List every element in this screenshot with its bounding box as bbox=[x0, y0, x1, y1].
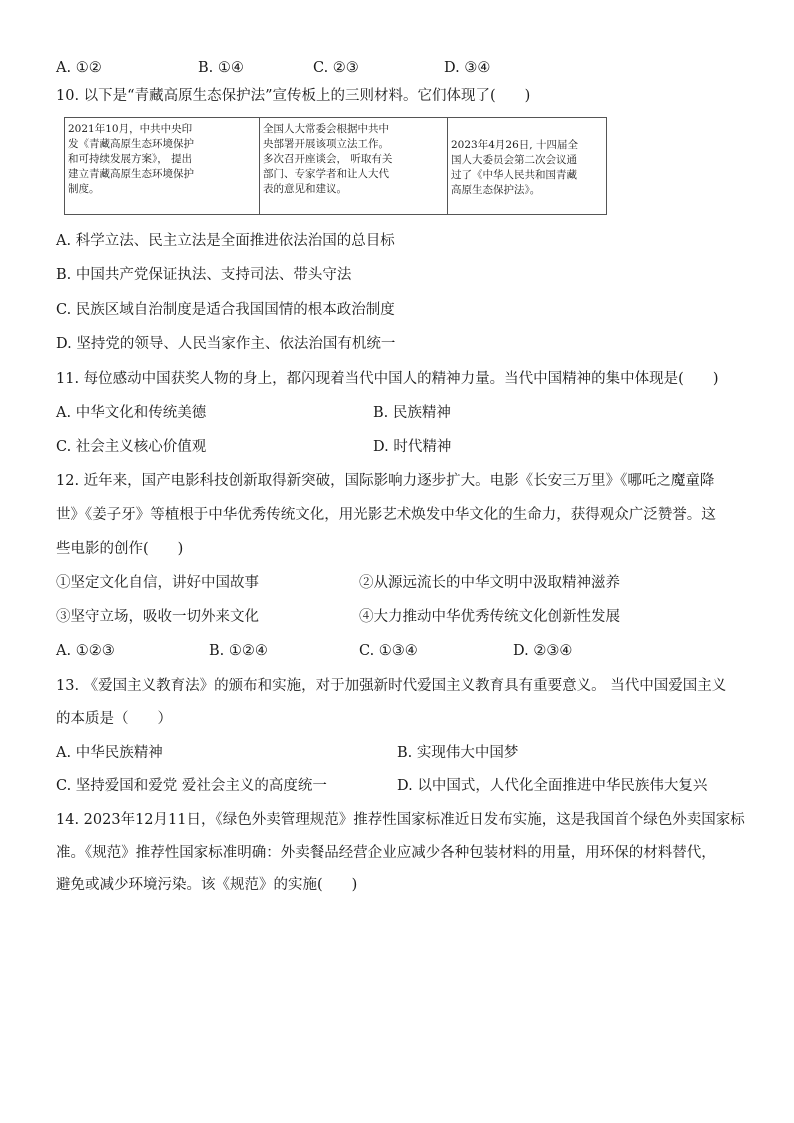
q13-stem-line-2: 的本质是（ ） bbox=[56, 711, 172, 727]
q13-option-c: C. 坚持爱国和爱党 爱社会主义的高度统一 bbox=[56, 778, 327, 794]
q10-materials-table bbox=[64, 117, 607, 215]
q9-option-c: C. ②③ bbox=[313, 60, 359, 76]
q13-option-a: A. 中华民族精神 bbox=[56, 745, 163, 761]
q10-material-3-line: 国人大委员会第二次会议通 bbox=[451, 154, 577, 166]
q9-option-a: A. ①② bbox=[56, 60, 102, 76]
q10-material-3-line: 过了《中华人民共和国青藏 bbox=[451, 169, 577, 181]
q12-stem-line-3: 些电影的创作( ) bbox=[56, 541, 184, 557]
q12-statement-4: ④大力推动中华优秀传统文化创新性发展 bbox=[359, 609, 620, 625]
q10-material-3-line: 2023年4月26日, 十四届全 bbox=[451, 139, 578, 151]
q14-stem-line-1: 14. 2023年12月11日，《绿色外卖管理规范》推荐性国家标准近日发布实施，这是我国首个绿色外卖国家标 bbox=[56, 812, 745, 828]
q12-option-d: D. ②③④ bbox=[513, 643, 573, 659]
q10-material-2 bbox=[260, 118, 448, 215]
q11-option-d: D. 时代精神 bbox=[373, 439, 452, 455]
q12-stem-line-2: 世》《姜子牙》等植根于中华优秀传统文化，用光影艺术焕发中华文化的生命力，获得观众广泛赞誉。这 bbox=[56, 507, 716, 523]
q12-statement-1: ①坚定文化自信，讲好中国故事 bbox=[56, 575, 259, 591]
q11-option-b: B. 民族精神 bbox=[373, 405, 451, 421]
q10-material-3 bbox=[448, 118, 607, 215]
q12-statement-2: ②从源远流长的中华文明中汲取精神滋养 bbox=[359, 575, 620, 591]
q10-material-1 bbox=[65, 118, 260, 215]
q10-material-1-line: 2021年10月，中共中央印 bbox=[68, 123, 193, 135]
q12-stem-line-1: 12. 近年来，国产电影科技创新取得新突破，国际影响力逐步扩大。电影《长安三万里》《哪吒之魔童降 bbox=[56, 473, 715, 489]
q12-option-a: A. ①②③ bbox=[56, 643, 115, 659]
q10-material-2-line: 央部署开展该项立法工作。 bbox=[263, 138, 389, 150]
q11-stem: 11. 每位感动中国获奖人物的身上，都闪现着当代中国人的精神力量。当代中国精神的集中体现是( ) bbox=[56, 371, 719, 387]
q9-option-d: D. ③④ bbox=[444, 60, 491, 76]
q10-material-2-line: 多次召开座谈会， 听取有关 bbox=[263, 153, 393, 165]
q10-material-1-line: 发《青藏高原生态环境保护 bbox=[68, 138, 194, 150]
q14-stem-line-2: 准。《规范》推荐性国家标准明确：外卖餐品经营企业应减少各种包装材料的用量，用环保的材料替代， bbox=[56, 845, 716, 861]
q10-material-1-line: 和可持续发展方案》， 提出 bbox=[68, 153, 193, 165]
q13-option-b: B. 实现伟大中国梦 bbox=[397, 745, 519, 761]
q10-material-1-line: 制度。 bbox=[68, 183, 100, 195]
q12-statement-3: ③坚守立场，吸收一切外来文化 bbox=[56, 609, 259, 625]
q11-option-a: A. 中华文化和传统美德 bbox=[56, 405, 207, 421]
q10-option-a: A. 科学立法、民主立法是全面推进依法治国的总目标 bbox=[56, 233, 395, 249]
q12-option-b: B. ①②④ bbox=[209, 643, 268, 659]
q12-option-c: C. ①③④ bbox=[359, 643, 418, 659]
q10-material-2-line: 全国人大常委会根据中共中 bbox=[263, 123, 389, 135]
q9-option-b: B. ①④ bbox=[198, 60, 244, 76]
q10-material-1-line: 建立青藏高原生态环境保护 bbox=[68, 168, 194, 180]
q10-option-b: B. 中国共产党保证执法、支持司法、带头守法 bbox=[56, 267, 352, 283]
q10-material-2-line: 部门、专家学者和让人大代 bbox=[263, 168, 389, 180]
q11-option-c: C. 社会主义核心价值观 bbox=[56, 439, 207, 455]
q10-material-3-line: 高原生态保护法》。 bbox=[451, 184, 541, 196]
q14-stem-line-3: 避免或减少环境污染。该《规范》的实施( ) bbox=[56, 877, 358, 893]
q10-option-c: C. 民族区域自治制度是适合我国国情的根本政治制度 bbox=[56, 302, 395, 318]
q10-option-d: D. 坚持党的领导、人民当家作主、依法治国有机统一 bbox=[56, 336, 396, 352]
q13-stem-line-1: 13. 《爱国主义教育法》的颁布和实施，对于加强新时代爱国主义教育具有重要意义。 当代中国爱国主义 bbox=[56, 678, 727, 694]
q10-stem: 10. 以下是“青藏高原生态保护法”宣传板上的三则材料。它们体现了( ) bbox=[56, 88, 531, 104]
q10-material-2-line: 表的意见和建议。 bbox=[263, 183, 347, 195]
q13-option-d: D. 以中国式，人代化全面推进中华民族伟大复兴 bbox=[397, 778, 708, 794]
